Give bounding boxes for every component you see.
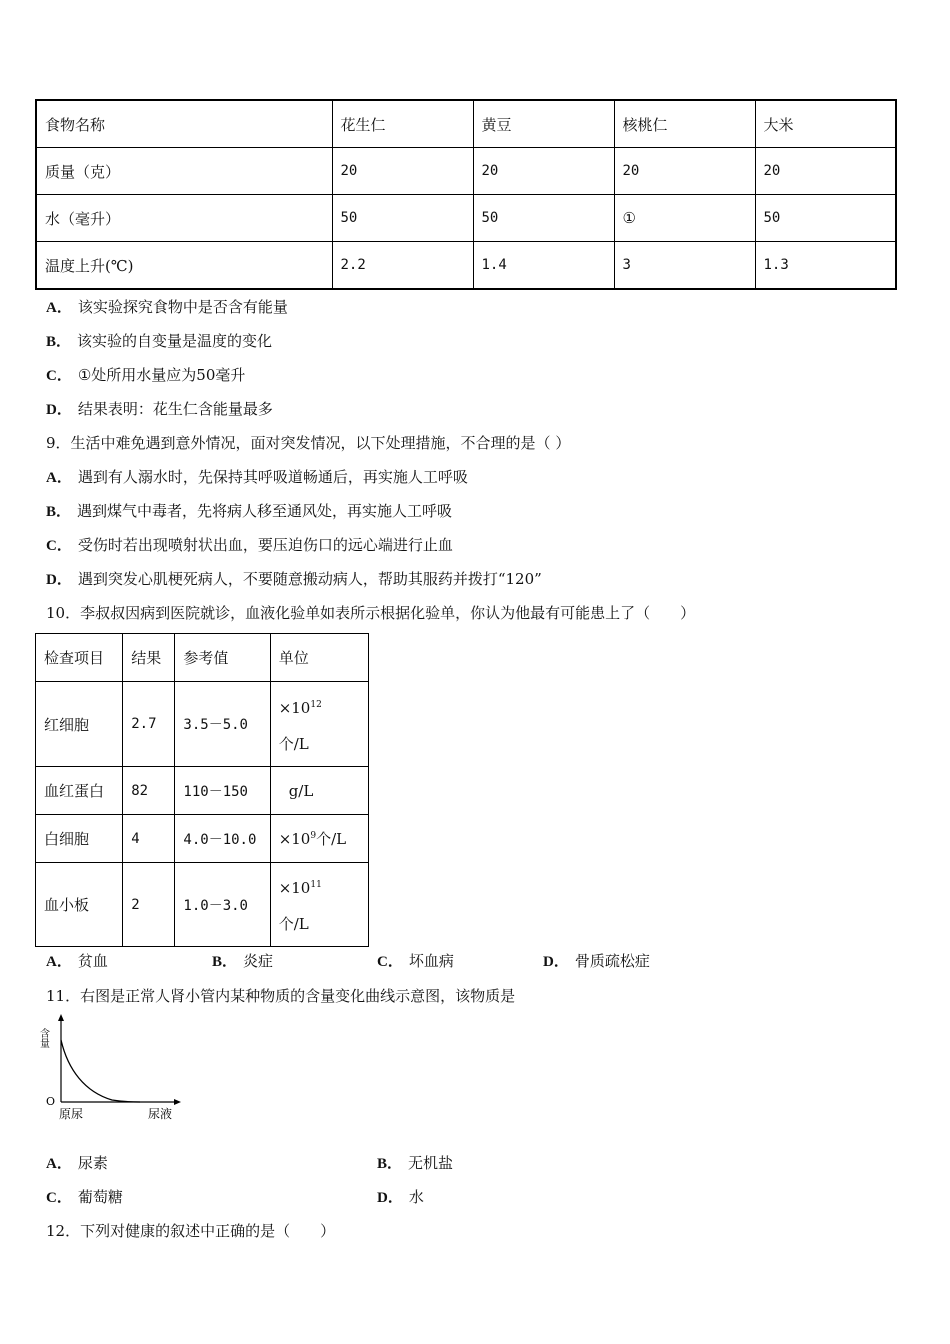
option-text: 该实验的自变量是温度的变化 bbox=[77, 332, 273, 350]
unit-base: ×10 bbox=[278, 830, 311, 848]
option-text: 该实验探究食物中是否含有能量 bbox=[77, 298, 288, 316]
option-label: C． bbox=[377, 954, 403, 970]
table-row bbox=[36, 767, 369, 815]
option-text: 葡萄糖 bbox=[77, 1188, 123, 1206]
q11-option-d bbox=[377, 1187, 424, 1208]
table-cell: 2 bbox=[123, 863, 175, 947]
option-text: 无机盐 bbox=[408, 1154, 454, 1172]
option-text: 结果表明：花生仁含能量最多 bbox=[77, 400, 273, 418]
food-table bbox=[35, 99, 897, 290]
unit-tail: 个/L bbox=[316, 830, 347, 848]
table-cell: 4 bbox=[123, 815, 175, 863]
table-row bbox=[36, 195, 896, 242]
table-cell: 4.0－10.0 bbox=[175, 815, 270, 863]
table-cell: 20 bbox=[473, 148, 614, 195]
x-end-label: 尿液 bbox=[148, 1107, 173, 1121]
option-text: 炎症 bbox=[243, 952, 274, 970]
origin-label: O bbox=[46, 1095, 56, 1108]
option-text: 尿素 bbox=[77, 1154, 108, 1172]
table-row bbox=[36, 815, 369, 863]
option-text: 坏血病 bbox=[408, 952, 454, 970]
table-cell: 核桃仁 bbox=[614, 100, 755, 148]
option-label: A． bbox=[46, 954, 72, 970]
option-text: 受伤时若出现喷射状出血，要压迫伤口的远心端进行止血 bbox=[77, 536, 453, 554]
q10-option-a bbox=[46, 951, 108, 972]
table-cell: 50 bbox=[332, 195, 473, 242]
q10-option-d bbox=[543, 951, 650, 972]
kidney-tubule-graph bbox=[37, 1012, 190, 1124]
q12-stem: 12．下列对健康的叙述中正确的是（ ） bbox=[46, 1222, 336, 1240]
option-text: 贫血 bbox=[77, 952, 108, 970]
unit-tail: 个/L bbox=[278, 734, 309, 753]
option-text: ①处所用水量应为50毫升 bbox=[77, 366, 246, 384]
table-cell: 50 bbox=[473, 195, 614, 242]
option-label: A． bbox=[46, 300, 72, 316]
option-label: C． bbox=[46, 368, 72, 384]
table-cell bbox=[270, 682, 368, 767]
q11-option-c bbox=[46, 1187, 123, 1208]
table-row bbox=[36, 634, 369, 682]
table-cell bbox=[270, 767, 368, 815]
q9-option-b bbox=[46, 501, 452, 522]
table-cell: 黄豆 bbox=[473, 100, 614, 148]
table-cell bbox=[270, 863, 368, 947]
table-cell: 花生仁 bbox=[332, 100, 473, 148]
unit-base: g/L bbox=[288, 781, 314, 800]
table-cell: 3 bbox=[614, 242, 755, 290]
table-cell: 食物名称 bbox=[36, 100, 332, 148]
q10-option-c bbox=[377, 951, 454, 972]
table-row bbox=[36, 682, 369, 767]
table-row bbox=[36, 100, 896, 148]
option-label: D． bbox=[377, 1190, 403, 1206]
table-cell: 大米 bbox=[755, 100, 896, 148]
blood-test-table bbox=[35, 633, 369, 947]
option-label: A． bbox=[46, 470, 72, 486]
table-cell: 20 bbox=[614, 148, 755, 195]
q8-option-d bbox=[46, 399, 273, 420]
option-label: D． bbox=[543, 954, 569, 970]
option-text: 水 bbox=[408, 1188, 424, 1206]
table-cell: 血小板 bbox=[36, 863, 123, 947]
x-axis-arrow bbox=[174, 1099, 181, 1105]
table-cell: 红细胞 bbox=[36, 682, 123, 767]
unit-base: ×10 bbox=[278, 879, 311, 897]
unit-exponent: 11 bbox=[310, 880, 322, 890]
table-cell: 结果 bbox=[123, 634, 175, 682]
q9-option-a bbox=[46, 467, 468, 488]
option-text: 遇到煤气中毒者，先将病人移至通风处，再实施人工呼吸 bbox=[77, 502, 453, 520]
table-cell: 3.5－5.0 bbox=[175, 682, 270, 767]
table-cell: 1.4 bbox=[473, 242, 614, 290]
q8-option-a bbox=[46, 297, 288, 318]
table-row bbox=[36, 863, 369, 947]
option-label: B． bbox=[377, 1156, 403, 1172]
unit-base: ×10 bbox=[278, 698, 311, 717]
option-label: D． bbox=[46, 402, 72, 418]
table-cell: 检查项目 bbox=[36, 634, 123, 682]
option-text: 遇到突发心肌梗死病人，不要随意搬动病人，帮助其服药并拨打“120” bbox=[77, 570, 542, 588]
option-label: B． bbox=[46, 334, 72, 350]
table-cell: ① bbox=[614, 195, 755, 242]
table-cell: 温度上升(℃) bbox=[36, 242, 332, 290]
option-label: A． bbox=[46, 1156, 72, 1172]
option-text: 骨质疏松症 bbox=[574, 952, 650, 970]
y-axis-arrow bbox=[58, 1014, 64, 1021]
option-label: B． bbox=[46, 504, 72, 520]
table-cell: 50 bbox=[755, 195, 896, 242]
q10-stem: 10．李叔叔因病到医院就诊，血液化验单如表所示根据化验单，你认为他最有可能患上了（ ） bbox=[46, 604, 696, 622]
table-cell: 110－150 bbox=[175, 767, 270, 815]
table-row bbox=[36, 242, 896, 290]
table-cell: 2.2 bbox=[332, 242, 473, 290]
table-cell: 20 bbox=[755, 148, 896, 195]
q9-option-c bbox=[46, 535, 453, 556]
table-cell: 82 bbox=[123, 767, 175, 815]
option-label: C． bbox=[46, 1190, 72, 1206]
table-cell: 血红蛋白 bbox=[36, 767, 123, 815]
q8-option-b bbox=[46, 331, 272, 352]
content-curve bbox=[61, 1040, 140, 1102]
q8-option-c bbox=[46, 365, 245, 386]
option-label: D． bbox=[46, 572, 72, 588]
q9-option-d bbox=[46, 569, 542, 590]
q11-stem: 11．右图是正常人肾小管内某种物质的含量变化曲线示意图，该物质是 bbox=[46, 987, 516, 1005]
table-row bbox=[36, 148, 896, 195]
x-start-label: 原尿 bbox=[59, 1107, 84, 1121]
option-text: 遇到有人溺水时，先保持其呼吸道畅通后，再实施人工呼吸 bbox=[77, 468, 468, 486]
table-cell: 单位 bbox=[270, 634, 368, 682]
table-cell: 1.0－3.0 bbox=[175, 863, 270, 947]
table-cell: 白细胞 bbox=[36, 815, 123, 863]
option-label: B． bbox=[212, 954, 238, 970]
q11-option-a bbox=[46, 1153, 108, 1174]
q11-option-b bbox=[377, 1153, 453, 1174]
table-cell: 质量（克） bbox=[36, 148, 332, 195]
table-cell: 参考值 bbox=[175, 634, 270, 682]
unit-exponent: 12 bbox=[310, 699, 322, 710]
table-cell: 2.7 bbox=[123, 682, 175, 767]
table-cell bbox=[270, 815, 368, 863]
y-axis-label-1: 含量 bbox=[37, 1028, 49, 1048]
q10-option-b bbox=[212, 951, 273, 972]
table-cell: 水（毫升） bbox=[36, 195, 332, 242]
table-cell: 1.3 bbox=[755, 242, 896, 290]
unit-exponent: 9 bbox=[310, 831, 317, 841]
q9-stem: 9．生活中难免遇到意外情况，面对突发情况，以下处理措施，不合理的是（ ） bbox=[46, 434, 571, 452]
table-cell: 20 bbox=[332, 148, 473, 195]
unit-tail: 个/L bbox=[278, 915, 309, 933]
option-label: C． bbox=[46, 538, 72, 554]
